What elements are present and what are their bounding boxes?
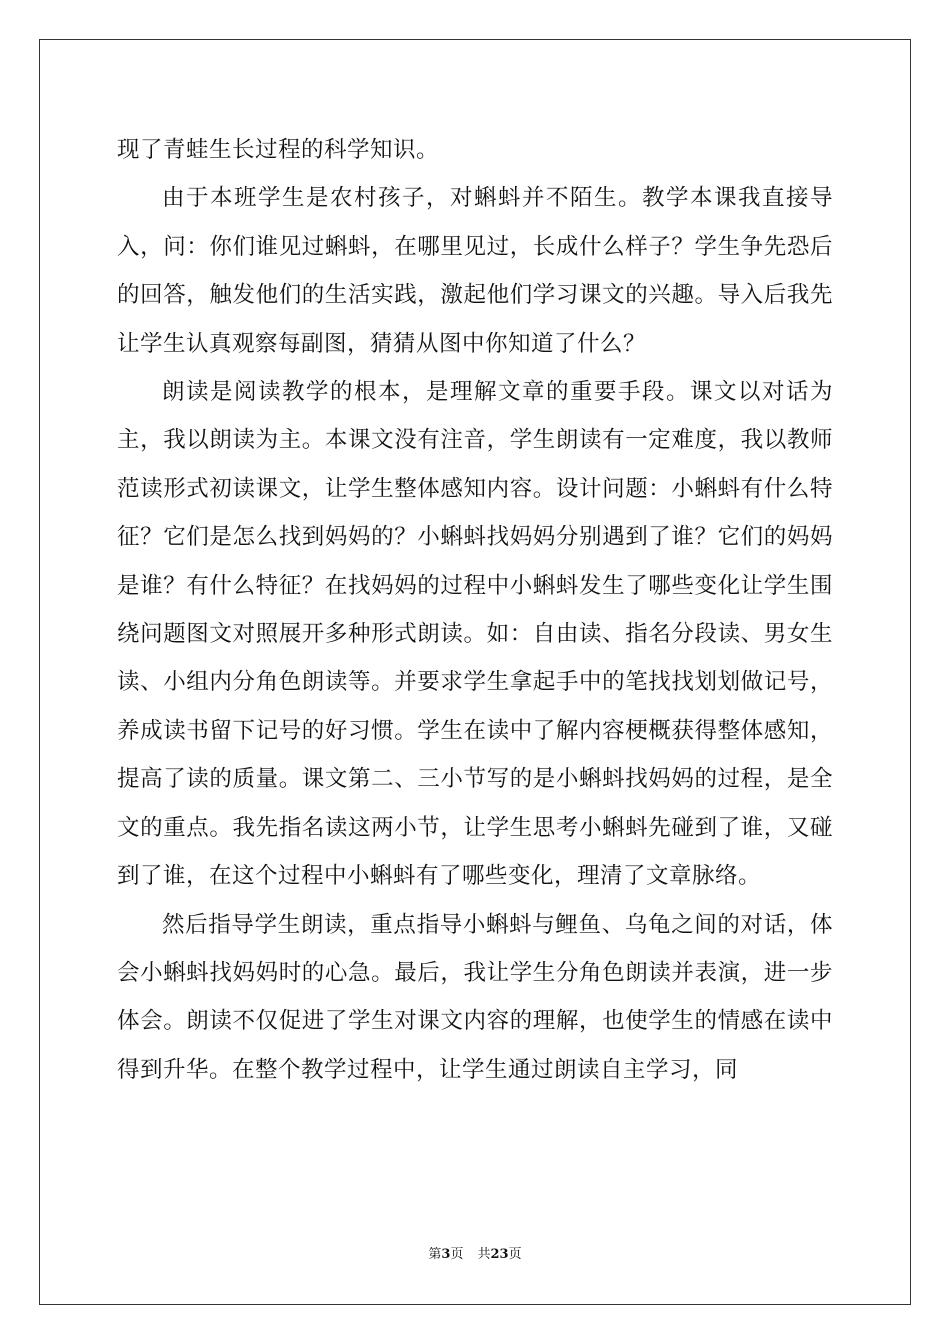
total-suffix: 页	[508, 1247, 522, 1262]
total-prefix: 共	[477, 1247, 491, 1262]
paragraph-1: 现了青蛙生长过程的科学知识。	[117, 137, 440, 163]
page-number: 3	[441, 1247, 451, 1262]
page-footer	[0, 1245, 950, 1265]
paragraph-3: 朗读是阅读教学的根本，是理解文章的重要手段。课文以对话为主，我以朗读为主。本课文没有注音，学生朗读有一定难度，我以教师范读形式初读课文，让学生整体感知内容。设计问题：小蝌蚪有什么特征？它们是怎么找到妈妈的？小蝌蚪找妈妈分别遇到了谁？它们的妈妈是谁？有什么特征？在找妈妈的过程中小蝌蚪发生了哪些变化让学生围绕问题图文对照展开多种形式朗读。如：自由读、指名分段读、男女生读、小组内分角色朗读等。并要求学生拿起手中的笔找找划划做记号，养成读书留下记号的好习惯。学生在读中了解内容梗概获得整体感知，提高了读的质量。课文第二、三小节写的是小蝌蚪找妈妈的过程，是全文的重点。我先指名读这两小节，让学生思考小蝌蚪先碰到了谁，又碰到了谁，在这个过程中小蝌蚪有了哪些变化，理清了文章脉络。	[117, 379, 833, 890]
page-suffix: 页	[450, 1247, 464, 1262]
page-prefix: 第	[428, 1247, 442, 1262]
document-body	[117, 126, 833, 1094]
total-pages: 23	[490, 1247, 509, 1262]
paragraph-4: 然后指导学生朗读，重点指导小蝌蚪与鲤鱼、乌龟之间的对话，体会小蝌蚪找妈妈时的心急。最后，我让学生分角色朗读并表演，进一步体会。朗读不仅促进了学生对课文内容的理解，也使学生的情感在读中得到升华。在整个教学过程中，让学生通过朗读自主学习，同	[117, 911, 833, 1083]
paragraph-2: 由于本班学生是农村孩子，对蝌蚪并不陌生。教学本课我直接导入，问：你们谁见过蝌蚪，在哪里见过，长成什么样子？学生争先恐后的回答，触发他们的生活实践，激起他们学习课文的兴趣。导入后我先让学生认真观察每副图，猜猜从图中你知道了什么？	[117, 185, 833, 357]
